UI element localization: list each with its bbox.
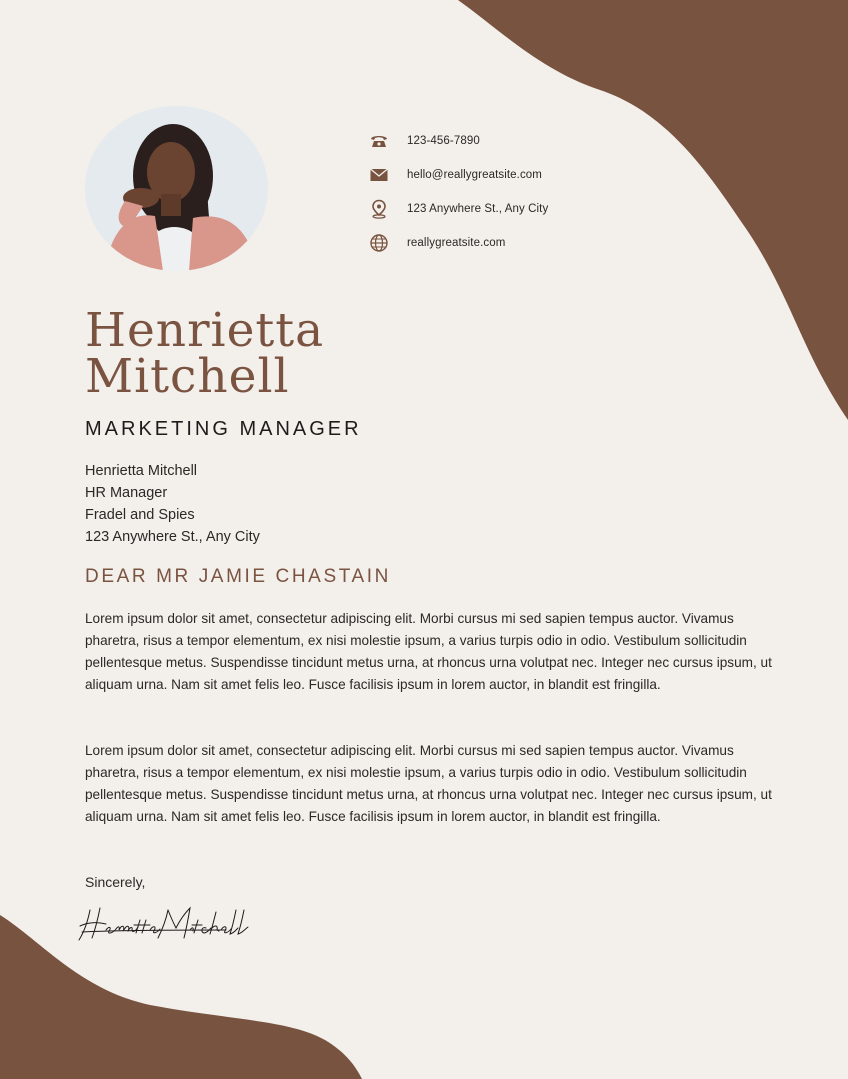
phone-icon	[368, 130, 390, 152]
portrait-photo	[85, 106, 268, 271]
recipient-company: Fradel and Spies	[85, 507, 195, 523]
contact-address[interactable]	[368, 192, 548, 226]
website-text: reallygreatsite.com	[407, 237, 506, 249]
closing-text: Sincerely,	[85, 874, 146, 890]
location-pin-icon	[368, 198, 390, 220]
body-paragraph: Lorem ipsum dolor sit amet, consectetur adipiscing elit. Morbi cursus mi sed sapien tempus auctor. Vivamus pharetra, risus a tempor elementum, ex nisi molestie ipsum, a varius turpis odio in odio. Vestibulum sollicitudin pellentesque metus. Suspendisse tincidunt metus urna, at rhoncus urna volutpat nec. Integer nec cursus ipsum, ut aliquam urna. Nam sit amet felis leo. Fusce facilisis ipsum in lorem auctor, in blandit est fringilla.	[85, 743, 772, 824]
job-title: MARKETING MANAGER	[85, 418, 362, 440]
email-text: hello@reallygreatsite.com	[407, 169, 542, 181]
profile-photo	[85, 106, 268, 271]
recipient-title: HR Manager	[85, 485, 168, 501]
recipient-block	[85, 460, 260, 548]
phone-text: 123-456-7890	[407, 135, 480, 147]
contact-list	[368, 124, 548, 260]
contact-email[interactable]	[368, 158, 548, 192]
globe-icon	[368, 232, 390, 254]
mail-icon	[368, 164, 390, 186]
applicant-name	[85, 303, 325, 404]
applicant-first-name: Henrietta	[85, 303, 325, 358]
salutation: DEAR MR JAMIE CHASTAIN	[85, 566, 391, 587]
contact-website[interactable]	[368, 226, 548, 260]
signature-image	[76, 900, 256, 946]
recipient-name: Henrietta Mitchell	[85, 463, 198, 479]
body-paragraph: Lorem ipsum dolor sit amet, consectetur adipiscing elit. Morbi cursus mi sed sapien tempus auctor. Vivamus pharetra, risus a tempor elementum, ex nisi molestie ipsum, a varius turpis odio in odio. Vestibulum sollicitudin pellentesque metus. Suspendisse tincidunt metus urna, at rhoncus urna volutpat nec. Integer nec cursus ipsum, ut aliquam urna. Nam sit amet felis leo. Fusce facilisis ipsum in lorem auctor, in blandit est fringilla.	[85, 611, 772, 692]
recipient-address: 123 Anywhere St., Any City	[85, 529, 260, 545]
contact-phone[interactable]	[368, 124, 548, 158]
address-text: 123 Anywhere St., Any City	[407, 203, 549, 215]
applicant-last-name: Mitchell	[85, 349, 290, 404]
